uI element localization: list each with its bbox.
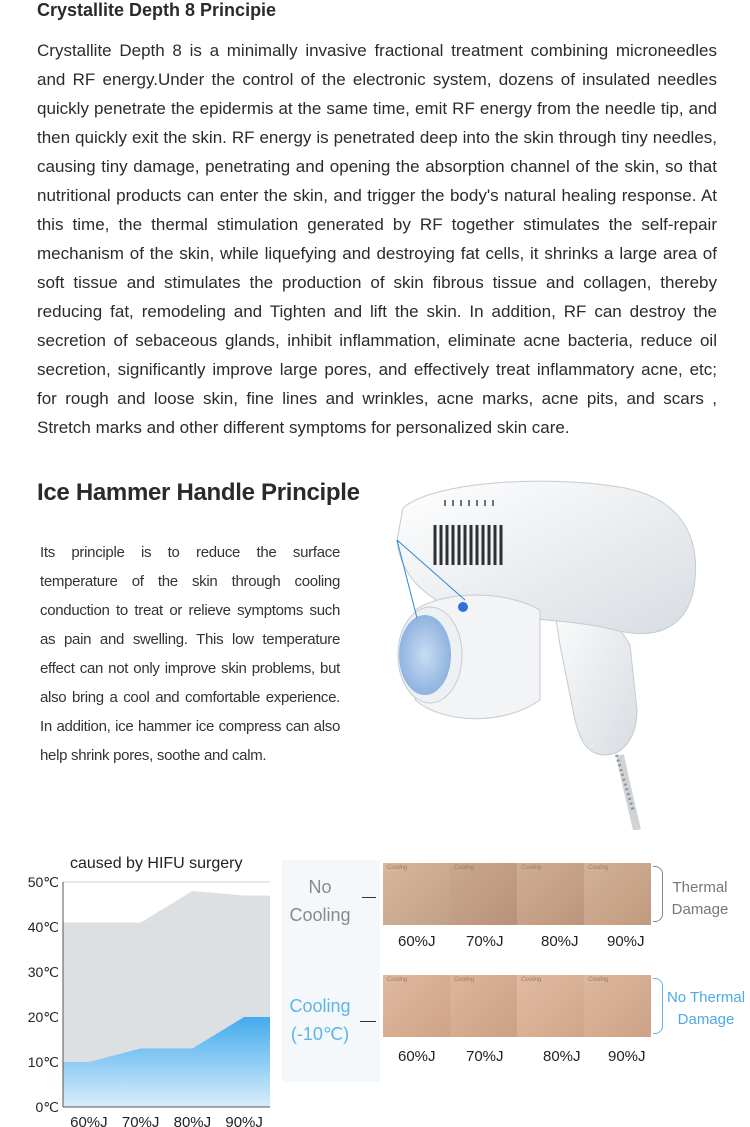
y-tick-label: 20℃ bbox=[27, 1009, 59, 1025]
section2-body: Its principle is to reduce the surface temperature of the skin through cooling conduction to treat or relieve symptoms such as pain and swelling. This low temperature effect can not only improve skin problems, but also bring a cool and comfortable experience. In addition, ice hammer ice compress can also help shrink pores, soothe and calm. bbox=[40, 544, 340, 764]
skin-row-no-thermal bbox=[383, 975, 651, 1037]
pct-label: 70%J bbox=[466, 933, 504, 950]
skin-row-thermal bbox=[383, 863, 651, 925]
y-tick-label: 40℃ bbox=[27, 919, 59, 935]
section1-body: Crystallite Depth 8 is a minimally invasive fractional treatment combining microneedles and RF energy.Under the control of the electronic system, dozens of insulated needles quickly penetrate the epidermis at the same time, emit RF energy from the needle tip, and then quickly exit the skin. RF energy is penetrated deep into the skin through tiny needles, causing tiny damage, penetrating and opening the absorption channel of the skin, so that nutritional products can enter the skin, and trigger the body's natural healing response. At this time, the thermal stimulation generated by RF together stimulates the self-repair mechanism of the skin, while liquefying and destroying fat cells, it shrinks a large area of soft tissue and stimulates the production of skin fibrous tissue and collagen, thereby reducing fat, remodeling and Tighten and lift the skin. In addition, RF can destroy the secretion of sebaceous glands, inhibit inflammation, eliminate acne bacteria, reduce oil secretion, significantly improve large pores, and effectively treat inflammatory acne, etc; for rough and loose skin, fine lines and wrinkles, acne marks, acne pits, and scars , Stretch marks and other different symptoms for personalized skin care. bbox=[37, 41, 717, 437]
skin-sample: Cooling bbox=[450, 975, 517, 1037]
chart-title: caused by HIFU surgery bbox=[70, 855, 243, 872]
pct-label: 80%J bbox=[541, 933, 579, 950]
x-tick-label: 70%J bbox=[121, 1114, 160, 1127]
skin-sample: Cooling bbox=[584, 975, 651, 1037]
y-tick-label: 50℃ bbox=[27, 874, 59, 890]
skin-sample: Cooling bbox=[383, 975, 450, 1037]
skin-sample: Cooling bbox=[517, 863, 584, 925]
skin-sample: Cooling bbox=[584, 863, 651, 925]
y-tick-label: 30℃ bbox=[27, 964, 59, 980]
y-tick-label: 0℃ bbox=[35, 1099, 59, 1115]
arrow-no-cooling bbox=[362, 897, 376, 898]
thermal-damage-label: Thermal Damage bbox=[671, 879, 729, 918]
pct-label: 60%J bbox=[398, 933, 436, 950]
no-thermal-damage-label: No Thermal Damage bbox=[666, 989, 746, 1028]
skin-sample: Cooling bbox=[517, 975, 584, 1037]
pct-label: 70%J bbox=[466, 1048, 504, 1065]
ice-hammer-handle-image bbox=[375, 470, 750, 830]
pct-label: 90%J bbox=[608, 1048, 646, 1065]
pct-label: 90%J bbox=[607, 933, 645, 950]
x-tick-label: 60%J bbox=[70, 1114, 108, 1127]
pct-label: 80%J bbox=[543, 1048, 581, 1065]
x-tick-label: 80%J bbox=[173, 1114, 212, 1127]
no-cooling-label: No Cooling bbox=[289, 877, 351, 925]
temperature-chart bbox=[0, 845, 290, 1127]
skin-sample: Cooling bbox=[450, 863, 517, 925]
x-tick-label: 90%J bbox=[225, 1114, 263, 1127]
section1-title: Crystallite Depth 8 Principie bbox=[37, 0, 277, 20]
bracket-thermal bbox=[653, 866, 663, 922]
skin-sample: Cooling bbox=[383, 863, 450, 925]
arrow-cooling bbox=[360, 1021, 376, 1022]
section2-title: Ice Hammer Handle Principle bbox=[37, 479, 360, 506]
cooling-label: Cooling (-10℃) bbox=[289, 996, 351, 1044]
pct-label: 60%J bbox=[398, 1048, 436, 1065]
y-tick-label: 10℃ bbox=[27, 1054, 59, 1070]
